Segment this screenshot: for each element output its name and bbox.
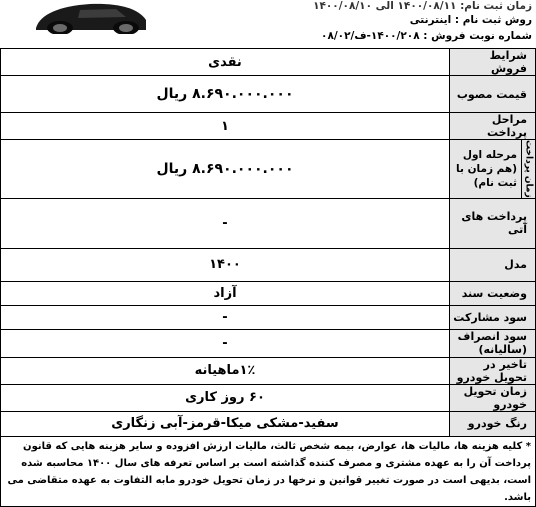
- row-value: ۸.۶۹۰.۰۰۰.۰۰۰ ریال: [1, 140, 450, 199]
- sales-conditions-table: [0, 48, 536, 507]
- row-value: ۸.۶۹۰.۰۰۰.۰۰۰ ریال: [1, 76, 450, 113]
- table-row: [1, 113, 536, 140]
- table-row: [1, 248, 536, 281]
- note-text: * کلیه هزینه ها، مالیات ها، عوارض، بیمه شخص ثالث، مالیات ارزش افزوده و سایر هزینه هایی که قانون پرداخت آن را به عهده مشتری و مصرف کننده گذاشته است بر اساس تعرفه های سال ۱۴۰۰ محاسبه شده است، بدیهی است در صورت تغییر قوانین و نرخها در زمان تحویل خودرو مابه التفاوت به عهده متقاضی می باشد.: [1, 436, 536, 506]
- row-label: مرحله اول (هم زمان با ثبت نام): [449, 140, 521, 199]
- row-label: مدل: [449, 248, 535, 281]
- row-label: مراحل پرداخت: [449, 113, 535, 140]
- row-label: تاخیر در تحویل خودرو: [449, 357, 535, 384]
- row-label: وضعیت سند: [449, 281, 535, 305]
- row-value: نقدی: [1, 49, 450, 76]
- table-row: [1, 384, 536, 411]
- row-label: رنگ خودرو: [449, 411, 535, 436]
- table-row: [1, 329, 536, 357]
- table-row: [1, 140, 536, 199]
- row-label: زمان تحویل خودرو: [449, 384, 535, 411]
- row-value: -: [1, 305, 450, 329]
- row-value: سفید-مشکی میکا-قرمز-آبی زنگاری: [1, 411, 450, 436]
- row-label: شرایط فروش: [449, 49, 535, 76]
- row-value: ۱٪ماهیانه: [1, 357, 450, 384]
- row-value: -: [1, 329, 450, 357]
- table-row: [1, 198, 536, 248]
- row-value: ۱: [1, 113, 450, 140]
- row-label: سود انصراف (سالیانه): [449, 329, 535, 357]
- row-value: -: [1, 198, 450, 248]
- row-label: پرداخت های آتی: [449, 198, 535, 248]
- registration-time: زمان ثبت نام: ۱۴۰۰/۰۸/۱۱ الی ۱۴۰۰/۰۸/۱۰: [313, 0, 532, 12]
- table-row: [1, 281, 536, 305]
- row-value: ۶۰ روز کاری: [1, 384, 450, 411]
- sale-number: شماره نوبت فروش : ۱۴۰۰/۲۰۸-ف/۰۸/۰۲: [321, 30, 532, 42]
- row-label: قیمت مصوب: [449, 76, 535, 113]
- table-row: [1, 305, 536, 329]
- table-row: [1, 357, 536, 384]
- table-row: [1, 76, 536, 113]
- row-label: سود مشارکت: [449, 305, 535, 329]
- row-value: آزاد: [1, 281, 450, 305]
- note-row: [1, 436, 536, 506]
- table-row: [1, 49, 536, 76]
- registration-method: روش ثبت نام : اینترنتی: [409, 14, 532, 26]
- row-value: ۱۴۰۰: [1, 248, 450, 281]
- car-image: [30, 0, 150, 34]
- group-label: زمان پرداخت: [523, 140, 534, 198]
- table-row: [1, 411, 536, 436]
